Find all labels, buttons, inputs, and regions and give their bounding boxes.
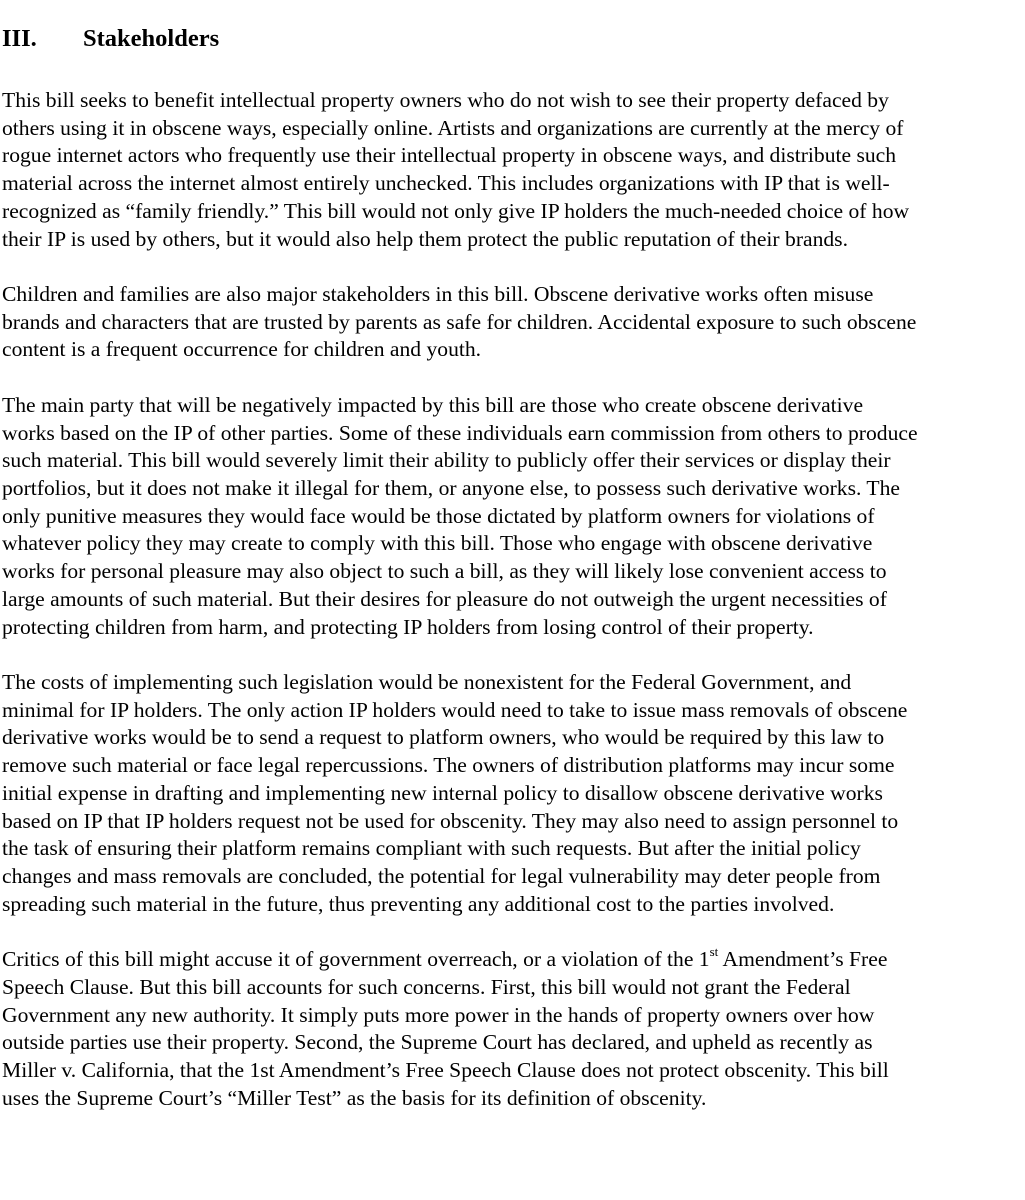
paragraph-critics-and-first-amendment bbox=[2, 943, 1025, 1112]
text-line: changes and mass removals are concluded, the potential for legal vulnerability may deter people from bbox=[2, 863, 881, 888]
text-line: outside parties use their property. Second, the Supreme Court has declared, and upheld as recently as bbox=[2, 1030, 873, 1055]
text-fragment: Amendment’s Free bbox=[718, 947, 888, 972]
text-line: derivative works would be to send a request to platform owners, who would be required by this law to bbox=[2, 725, 885, 750]
text-line: recognized as “family friendly.” This bill would not only give IP holders the much-needed choice of how bbox=[2, 198, 910, 223]
text-line: their IP is used by others, but it would also help them protect the public reputation of their brands. bbox=[2, 226, 848, 251]
section-title: Stakeholders bbox=[83, 25, 220, 52]
paragraph-negatively-impacted-party bbox=[2, 392, 1025, 641]
text-line: spreading such material in the future, thus preventing any additional cost to the parties involved. bbox=[2, 891, 835, 916]
text-line: only punitive measures they would face would be those dictated by platform owners for violations of bbox=[2, 503, 875, 528]
text-line: works for personal pleasure may also object to such a bill, as they will likely lose convenient access to bbox=[2, 559, 887, 584]
text-line: material across the internet almost entirely unchecked. This includes organizations with IP that is well- bbox=[2, 171, 890, 196]
text-line: large amounts of such material. But their desires for pleasure do not outweigh the urgent necessities of bbox=[2, 586, 887, 611]
text-line: This bill seeks to benefit intellectual property owners who do not wish to see their property defaced by bbox=[2, 88, 889, 112]
paragraph-intellectual-property-owners bbox=[2, 87, 1025, 253]
text-line: uses the Supreme Court’s “Miller Test” as the basis for its definition of obscenity. bbox=[2, 1085, 707, 1110]
text-line: works based on the IP of other parties. Some of these individuals earn commission from others to produce bbox=[2, 420, 918, 445]
section-number: III. bbox=[2, 25, 37, 52]
text-line: rogue internet actors who frequently use their intellectual property in obscene ways, and distribute such bbox=[2, 143, 897, 168]
text-line: the task of ensuring their platform remains compliant with such requests. But after the initial policy bbox=[2, 836, 861, 861]
paragraph-children-and-families bbox=[2, 281, 1025, 364]
text-line: initial expense in drafting and implementing new internal policy to disallow obscene derivative works bbox=[2, 780, 883, 805]
text-line: portfolios, but it does not make it illegal for them, or anyone else, to possess such derivative works. The bbox=[2, 476, 900, 501]
text-line: remove such material or face legal repercussions. The owners of distribution platforms may incur some bbox=[2, 753, 895, 778]
section-heading bbox=[2, 24, 1025, 54]
text-line: protecting children from harm, and protecting IP holders from losing control of their property. bbox=[2, 614, 814, 639]
text-line: Children and families are also major stakeholders in this bill. Obscene derivative works often misuse bbox=[2, 282, 874, 307]
paragraph-implementation-costs bbox=[2, 669, 1025, 918]
text-fragment: Critics of this bill might accuse it of government overreach, or a violation of the 1 bbox=[2, 947, 710, 972]
text-line: The costs of implementing such legislation would be nonexistent for the Federal Government, and bbox=[2, 670, 852, 695]
text-line: Miller v. California, that the 1st Amendment’s Free Speech Clause does not protect obscenity. This bill bbox=[2, 1057, 889, 1082]
text-line: Speech Clause. But this bill accounts for such concerns. First, this bill would not grant the Federal bbox=[2, 974, 851, 999]
text-line bbox=[2, 943, 1025, 974]
text-line: brands and characters that are trusted by parents as safe for children. Accidental exposure to such obscene bbox=[2, 309, 917, 334]
text-line: content is a frequent occurrence for children and youth. bbox=[2, 337, 482, 362]
ordinal-superscript: st bbox=[709, 943, 719, 959]
text-line: based on IP that IP holders request not be used for obscenity. They may also need to assign personnel to bbox=[2, 808, 899, 833]
text-line: whatever policy they may create to comply with this bill. Those who engage with obscene derivative bbox=[2, 531, 873, 556]
text-line: The main party that will be negatively impacted by this bill are those who create obscene derivative bbox=[2, 392, 864, 417]
text-line: Government any new authority. It simply puts more power in the hands of property owners over how bbox=[2, 1002, 875, 1027]
text-line: minimal for IP holders. The only action IP holders would need to take to issue mass removals of obscene bbox=[2, 697, 908, 722]
text-line: others using it in obscene ways, especially online. Artists and organizations are currently at the mercy of bbox=[2, 115, 904, 140]
text-line: such material. This bill would severely limit their ability to publicly offer their services or display their bbox=[2, 448, 891, 473]
